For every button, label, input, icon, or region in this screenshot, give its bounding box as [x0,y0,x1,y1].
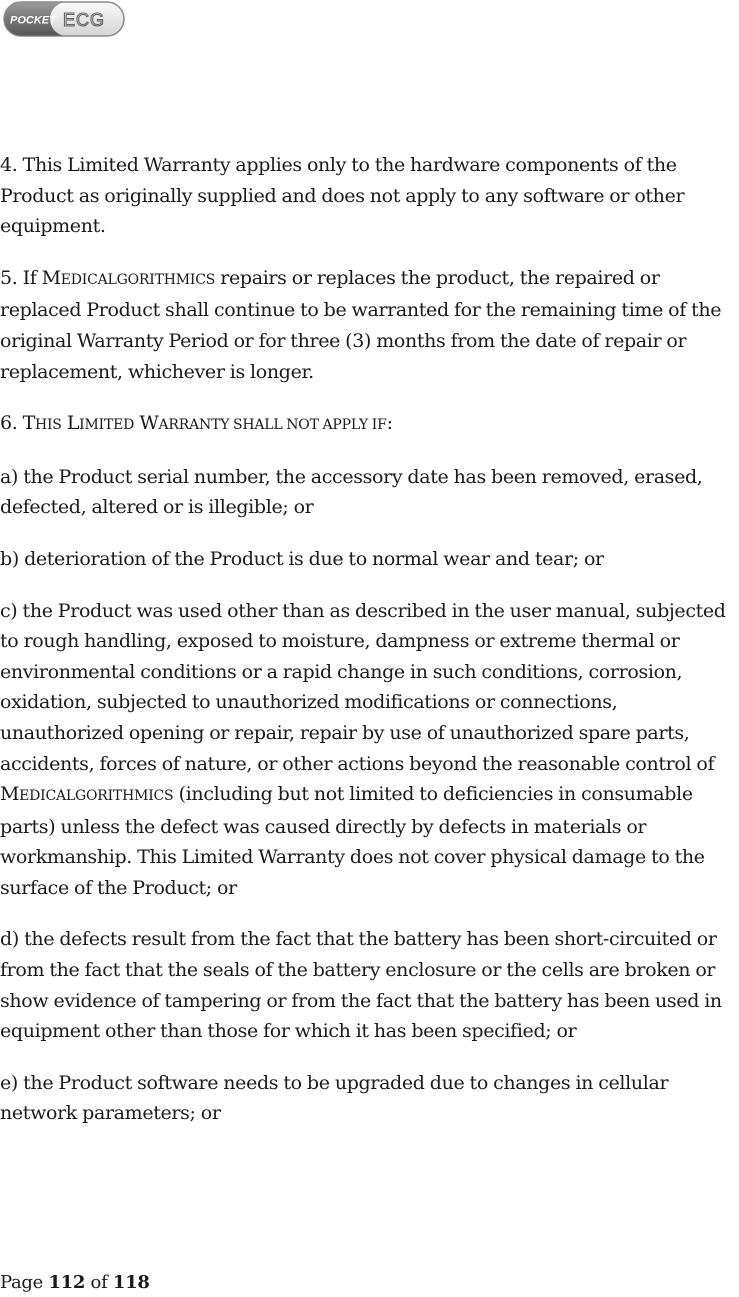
p6-colon: : [386,412,393,435]
p6-sp1: L [61,412,80,435]
total-pages-number: 118 [112,1272,150,1293]
paragraph-5 [0,263,739,387]
current-page-number: 112 [48,1272,86,1293]
paragraph-d: d) the defects result from the fact that the battery has been short-circuited or from the fact that the seals of the battery enclosure or the cells are broken or show evidence of tampering or from the fact that the battery has been used in equipment other than those for which it has been specified; or [0,928,722,1043]
warranty-text [0,150,739,1150]
p6-w2: IMITED [79,417,135,434]
p5-rest: repairs or replaces the product, the repaired or replaced Product shall continue to be warranted for the remaining time of the original Warranty Period or for three (3) months from the date of repair or replacement, whichever is longer. [0,266,722,383]
paragraph-b: b) deterioration of the Product is due to normal wear and tear; or [0,547,604,570]
p5-prefix: 5. If M [0,266,61,289]
of-label: of [85,1272,113,1293]
pc-company: EDICALGORITHMICS [19,788,174,805]
p5-company: EDICALGORITHMICS [60,271,216,288]
page-label: Page [0,1272,49,1293]
paragraph-a: a) the Product serial number, the accessory date has been removed, erased, defected, altered or is illegible; or [0,465,703,519]
p6-num: 6. T [0,412,35,435]
paragraph-c [0,596,739,904]
pocket-ecg-logo [3,1,125,37]
p6-w1: HIS [34,417,62,434]
p6-w3: ARRANTY SHALL NOT APPLY IF [158,417,387,434]
pc-part1: c) the Product was used other than as described in the user manual, subjected to rough handling, exposed to moisture, dampness or extreme thermal or environmental conditions or a rapid change in such conditions, corrosion, oxidation, subjected to unauthorized modifications or connections, unauthorized opening or repair, repair by use of unauthorized spare parts, accidents, forces of nature, or other actions beyond the reasonable control of M [0,599,726,806]
page-footer [0,1269,150,1297]
paragraph-4: 4. This Limited Warranty applies only to the hardware components of the Product as originally supplied and does not apply to any software or other equipment. [0,154,685,238]
logo-graphic [3,1,125,37]
paragraph-e: e) the Product software needs to be upgraded due to changes in cellular network parameters; or [0,1071,669,1125]
logo-left-text: POCKET [10,14,56,27]
p6-sp2: W [134,412,159,435]
logo-right-text: ECG [63,10,106,30]
pc-part2: (including but not limited to deficiencies in consumable parts) unless the defect was caused directly by defects in materials or workmanship. This Limited Warranty does not cover physical damage to the surface of the Product; or [0,783,705,899]
paragraph-6-heading [0,408,739,441]
